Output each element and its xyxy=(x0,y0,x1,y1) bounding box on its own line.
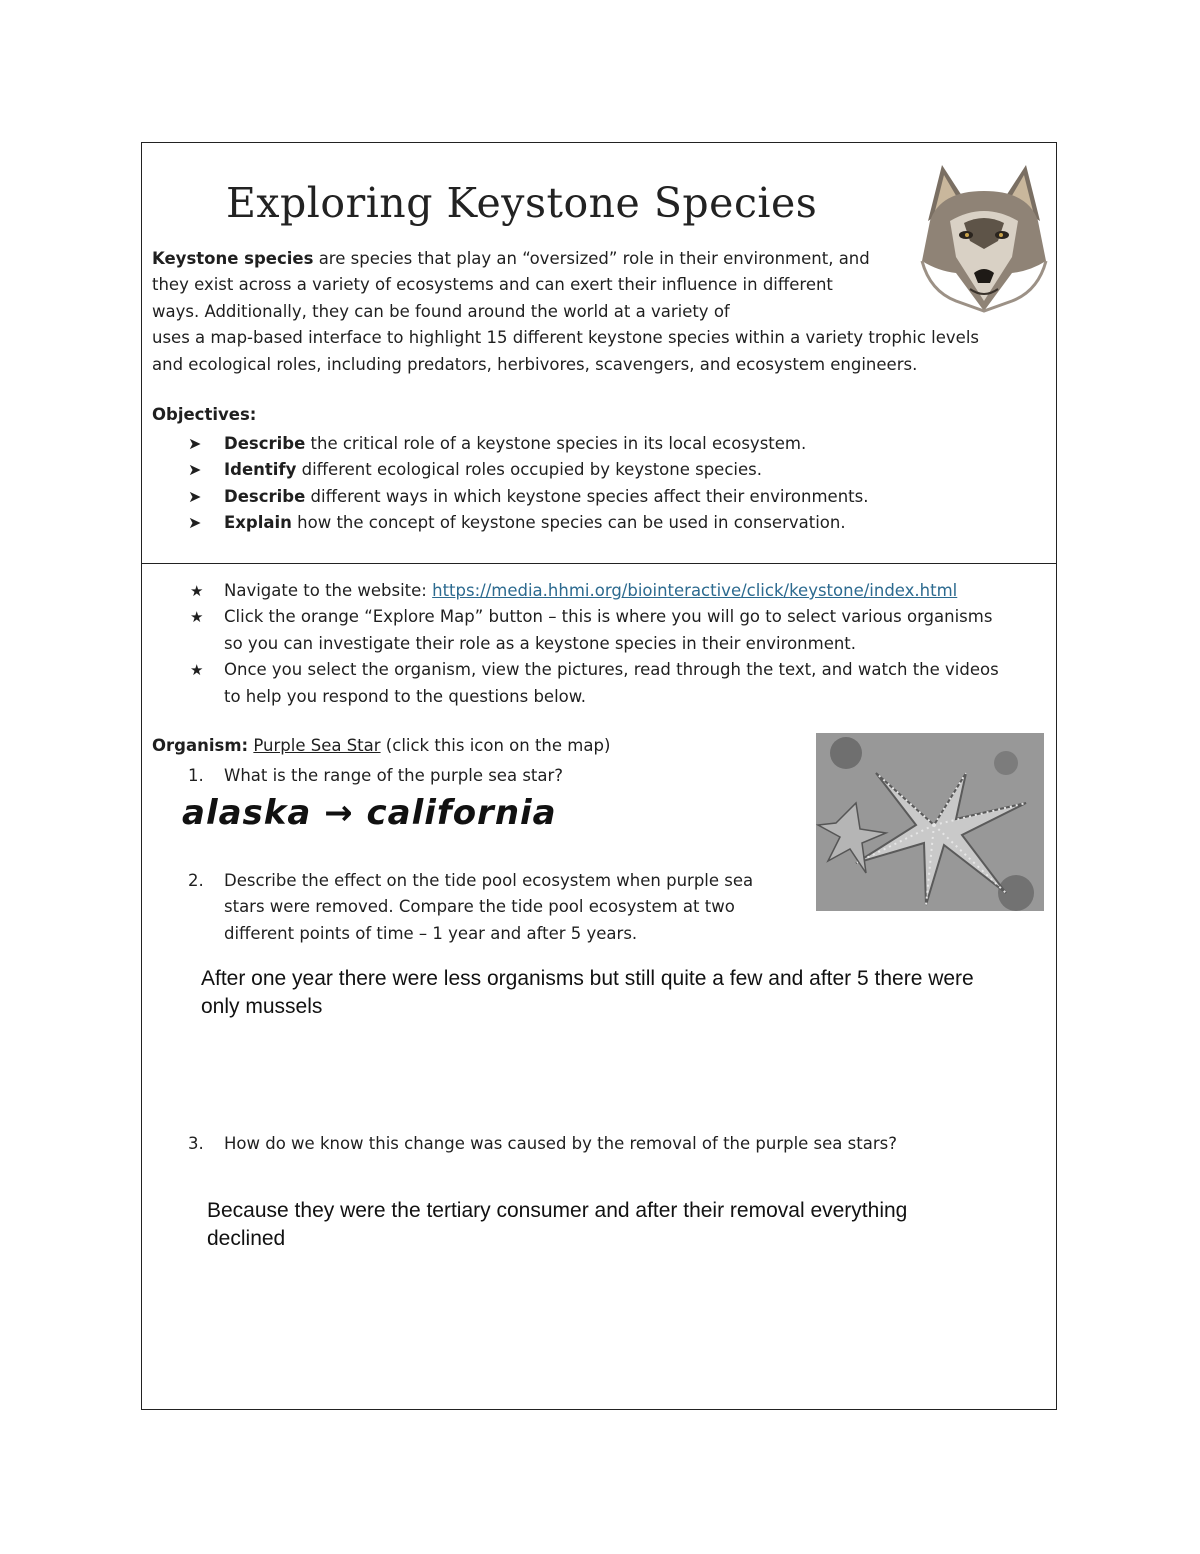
instruction-item-continued xyxy=(188,684,999,710)
objective-text: different ways in which keystone species affect their environments. xyxy=(305,486,869,506)
objectives-heading: Objectives: xyxy=(152,405,257,424)
website-link[interactable]: https://media.hhmi.org/biointeractive/click/keystone/index.html xyxy=(432,581,958,600)
question-number: 3. xyxy=(188,1134,204,1153)
instruction-item xyxy=(188,604,999,630)
instruction-text: Once you select the organism, view the pictures, read through the text, and watch the videos xyxy=(224,660,999,680)
question-text: What is the range of the purple sea star? xyxy=(224,766,564,785)
star-bullet-icon: ★ xyxy=(190,608,204,627)
worksheet-frame xyxy=(141,142,1057,1410)
objective-text: the critical role of a keystone species in its local ecosystem. xyxy=(305,434,807,453)
objective-item xyxy=(188,457,868,483)
question-text-line: Describe the effect on the tide pool ecosystem when purple sea xyxy=(224,871,754,890)
objective-text: different ecological roles occupied by keystone species. xyxy=(296,460,762,480)
instruction-text: Navigate to the website: xyxy=(224,581,433,600)
star-bullet-icon: ★ xyxy=(190,661,204,680)
organism-label: Organism: xyxy=(152,736,249,755)
sea-star-photo xyxy=(816,733,1044,911)
instructions-list xyxy=(188,578,999,710)
intro-paragraph xyxy=(152,246,979,378)
answer-2: After one year there were less organisms but still quite a few and after 5 there were only mussels xyxy=(201,967,974,1018)
organism-line xyxy=(152,736,610,755)
instruction-item xyxy=(188,578,999,604)
objective-item xyxy=(188,431,868,457)
objective-verb: Explain xyxy=(224,513,292,533)
instruction-item xyxy=(188,657,999,683)
instruction-text: so you can investigate their role as a keystone species in their environment. xyxy=(224,633,857,653)
question-number: 1. xyxy=(188,766,204,785)
objective-item xyxy=(188,484,868,510)
arrow-bullet-icon: ➤ xyxy=(188,460,202,480)
section-divider xyxy=(142,563,1056,564)
intro-line-2: they exist across a variety of ecosystems and can exert their influence in different xyxy=(152,275,833,295)
objective-text: how the concept of keystone species can be used in conservation. xyxy=(291,513,846,533)
page-title: Exploring Keystone Species xyxy=(226,179,818,227)
objective-verb: Describe xyxy=(224,486,306,506)
intro-bold-term: Keystone species xyxy=(152,249,314,268)
question-text: How do we know this change was caused by the removal of the purple sea stars? xyxy=(224,1134,897,1153)
intro-line-5: and ecological roles, including predators, herbivores, scavengers, and ecosystem engineers. xyxy=(152,354,918,374)
organism-note: (click this icon on the map) xyxy=(380,736,611,755)
star-bullet-icon: ★ xyxy=(190,582,204,600)
arrow-bullet-icon: ➤ xyxy=(188,513,202,533)
instruction-item-continued xyxy=(188,631,999,657)
arrow-bullet-icon: ➤ xyxy=(188,434,202,453)
intro-line-1: are species that play an “oversized” role in their environment, and xyxy=(313,249,870,268)
objective-verb: Describe xyxy=(224,434,306,453)
organism-name: Purple Sea Star xyxy=(253,736,381,755)
objective-verb: Identify xyxy=(224,460,297,480)
handwritten-answer-1: alaska → california xyxy=(182,793,557,833)
arrow-bullet-icon: ➤ xyxy=(188,486,202,506)
answer-3: Because they were the tertiary consumer and after their removal everything declined xyxy=(207,1199,908,1250)
question-text xyxy=(224,868,753,947)
question-number: 2. xyxy=(188,871,204,890)
intro-line-3: ways. Additionally, they can be found around the world at a variety of xyxy=(152,301,730,321)
objective-item xyxy=(188,510,868,536)
instruction-text: to help you respond to the questions below. xyxy=(224,686,586,706)
objectives-list xyxy=(188,431,868,537)
intro-line-4: uses a map-based interface to highlight 15 different keystone species within a variety trophic levels xyxy=(152,328,979,348)
question-text-line: different points of time – 1 year and after 5 years. xyxy=(224,923,638,943)
instruction-text: Click the orange “Explore Map” button – this is where you will go to select various organisms xyxy=(224,607,993,627)
question-text-line: stars were removed. Compare the tide pool ecosystem at two xyxy=(224,897,735,917)
